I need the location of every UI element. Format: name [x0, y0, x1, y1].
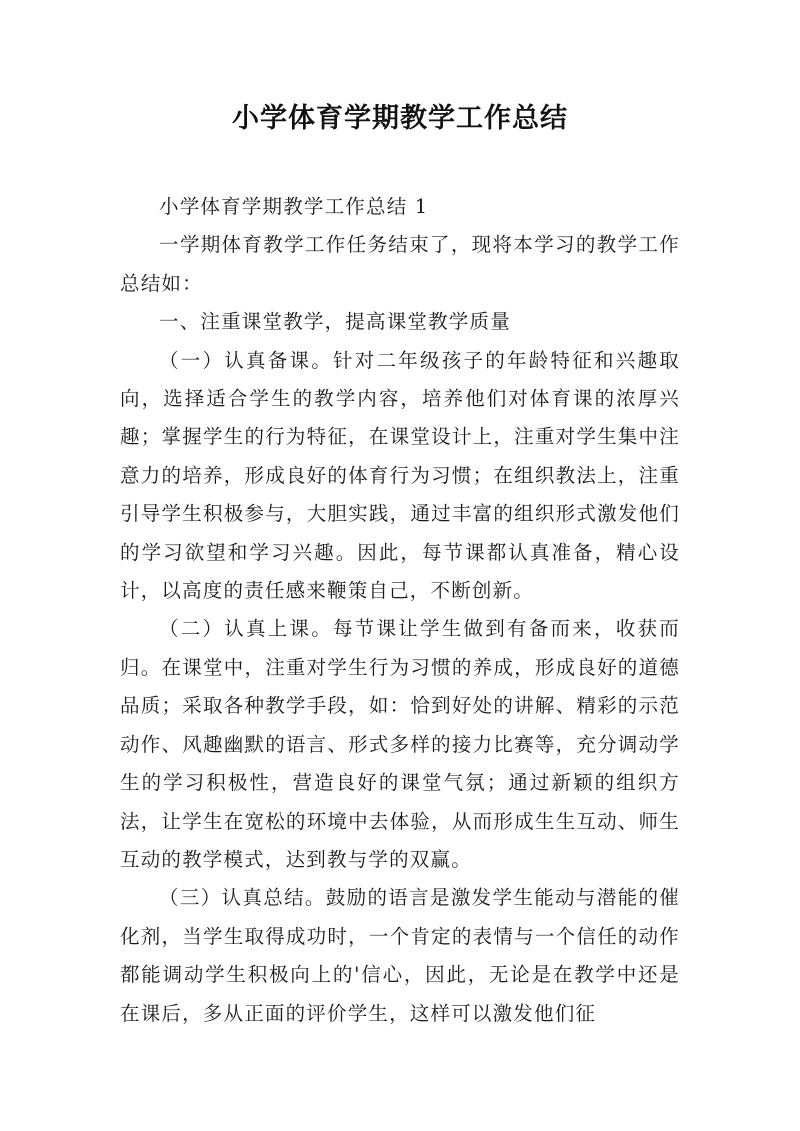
paragraph-teach: （二）认真上课。每节课让学生做到有备而来，收获而归。在课堂中，注重对学生行为习惯的养成，形成良好的道德品质；采取各种教学手段，如：恰到好处的讲解、精彩的示范动作、风趣幽默的语言、形式多样的接力比赛等，充分调动学生的学习积极性，营造良好的课堂气氛；通过新颖的组织方法，让学生在宽松的环境中去体验，从而形成生生互动、师生互动的教学模式，达到教与学的双赢。 — [120, 617, 680, 871]
paragraph-prepare: （一）认真备课。针对二年级孩子的年龄特征和兴趣取向，选择适合学生的教学内容，培养他们对体育课的浓厚兴趣；掌握学生的行为特征，在课堂设计上，注重对学生集中注意力的培养，形成良好的体育行为习惯；在组织教法上，注重引导学生积极参与，大胆实践，通过丰富的组织形式激发他们的学习欲望和学习兴趣。因此，每节课都认真准备，精心设计，以高度的责任感来鞭策自己，不断创新。 — [120, 348, 680, 603]
paragraph-summary: （三）认真总结。鼓励的语言是激发学生能动与潜能的催化剂，当学生取得成功时，一个肯定的表情与一个信任的动作都能调动学生积极向上的'信心，因此，无论是在教学中还是在课后，多从正面的评价学生，这样可以激发他们征 — [120, 886, 680, 1025]
intro-paragraph: 一学期体育教学工作任务结束了，现将本学习的教学工作总结如： — [120, 233, 680, 295]
document-body — [120, 188, 680, 1033]
document-title: 小学体育学期教学工作总结 — [232, 103, 568, 134]
section-heading-1: 一、注重课堂教学，提高课堂教学质量 — [159, 310, 511, 334]
section-heading: 小学体育学期教学工作总结 1 — [159, 195, 429, 218]
